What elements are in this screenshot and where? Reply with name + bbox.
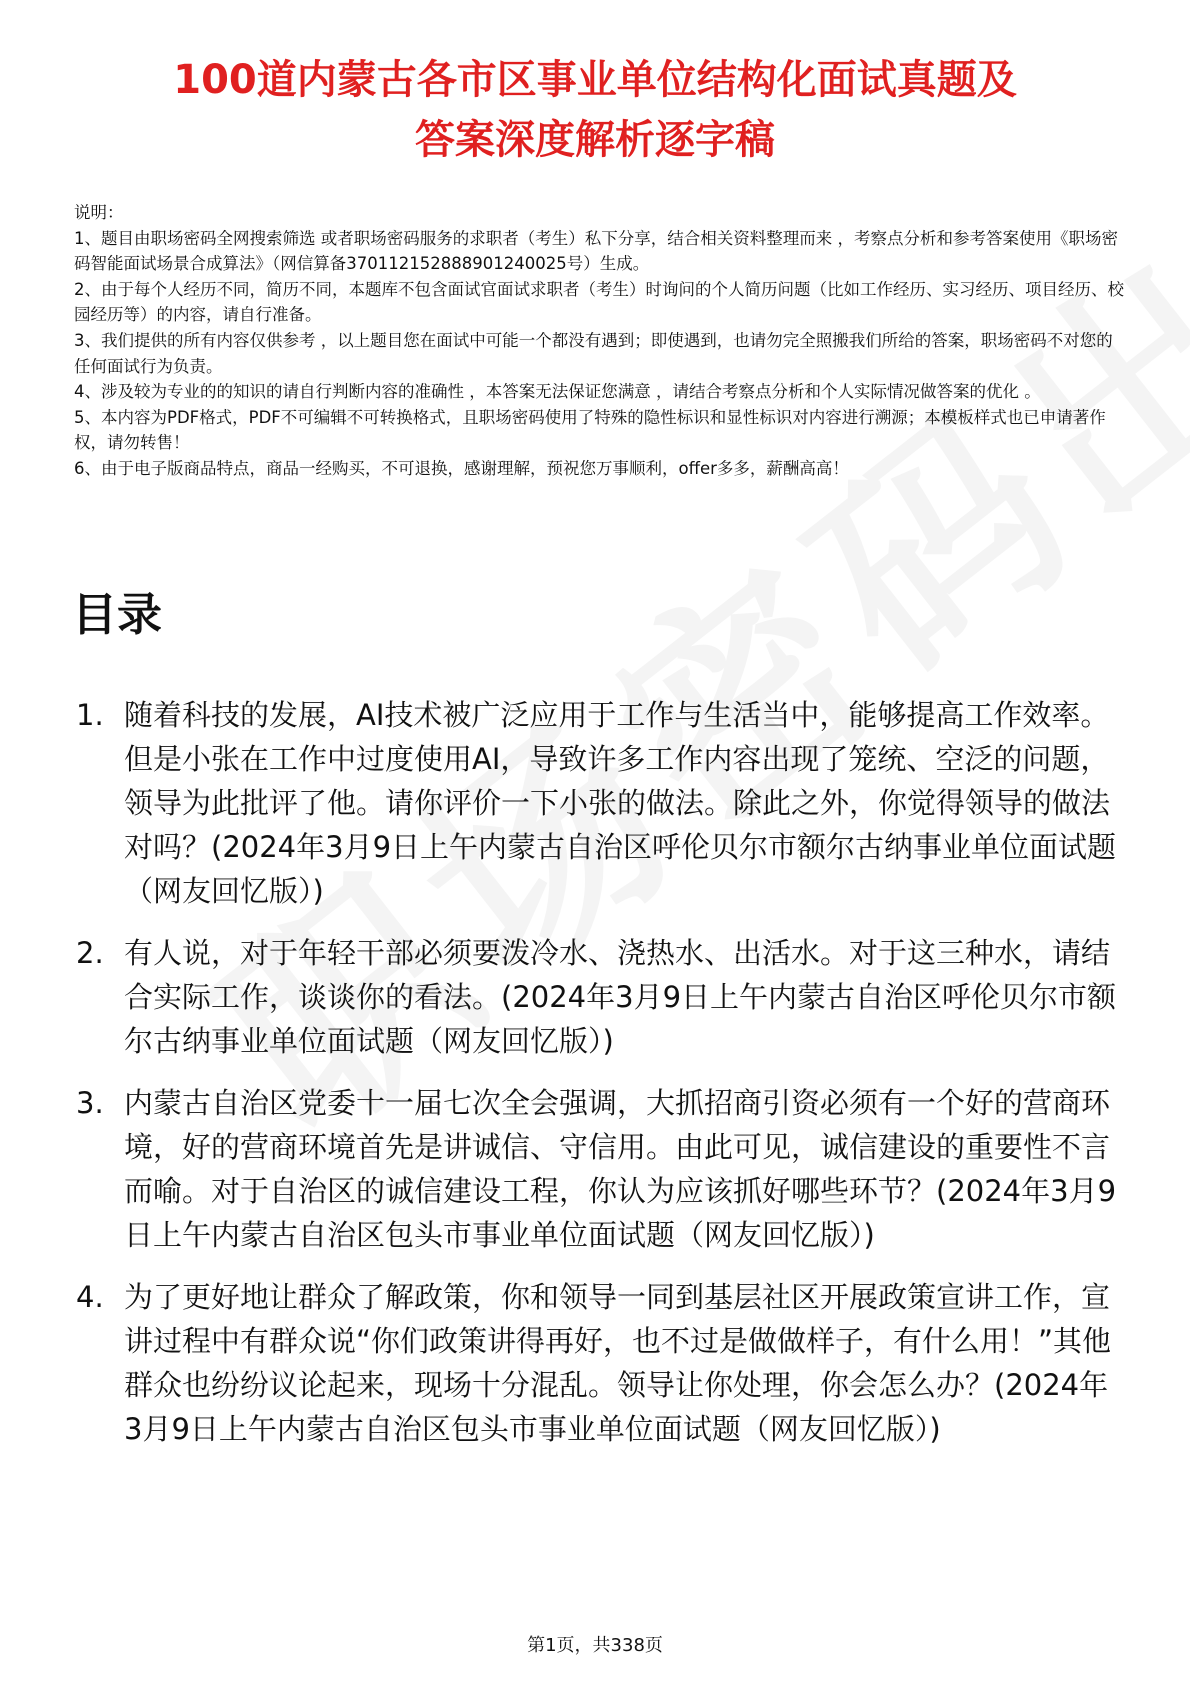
title-line-2: 答案深度解析逐字稿 xyxy=(415,117,775,163)
toc-item-number: 4. xyxy=(76,1280,104,1314)
toc-list xyxy=(76,693,1126,1469)
notes-section xyxy=(74,200,1124,482)
note-item: 2、由于每个人经历不同，简历不同，本题库不包含面试官面试求职者（考生）时询问的个人简历问题（比如工作经历、实习经历、项目经历、校园经历等）的内容，请自行准备。 xyxy=(74,279,1124,325)
note-item: 3、我们提供的所有内容仅供参考 ，以上题目您在面试中可能一个都没有遇到；即使遇到，也请勿完全照搬我们所给的答案，职场密码不对您的任何面试行为负责。 xyxy=(74,330,1113,376)
notes-heading: 说明： xyxy=(74,203,124,222)
toc-item[interactable] xyxy=(76,931,1126,1063)
document-title xyxy=(60,50,1130,170)
note-item: 1、题目由职场密码全网搜索筛选 或者职场密码服务的求职者（考生）私下分享，结合相关资料整理而来 ，考察点分析和参考答案使用《职场密码智能面试场景合成算法》（网信算备370112152888901240025号）生成。 xyxy=(74,228,1118,274)
toc-item[interactable] xyxy=(76,1081,1126,1257)
note-item: 5、本内容为PDF格式，PDF不可编辑不可转换格式，且职场密码使用了特殊的隐性标识和显性标识对内容进行溯源；本模板样式也已申请著作权，请勿转售！ xyxy=(74,407,1106,453)
toc-item-text: 内蒙古自治区党委十一届七次全会强调，大抓招商引资必须有一个好的营商环境，好的营商环境首先是讲诚信、守信用。由此可见，诚信建设的重要性不言而喻。对于自治区的诚信建设工程，你认为应该抓好哪些环节？(2024年3月9日上午内蒙古自治区包头市事业单位面试题（网友回忆版）) xyxy=(124,1086,1117,1252)
note-item: 6、由于电子版商品特点，商品一经购买，不可退换，感谢理解，预祝您万事顺利，offer多多，薪酬高高！ xyxy=(74,458,849,478)
toc-item-number: 2. xyxy=(76,936,104,970)
toc-item-number: 3. xyxy=(76,1086,104,1120)
page-footer: 第1页，共338页 xyxy=(527,1635,663,1656)
toc-item-text: 为了更好地让群众了解政策，你和领导一同到基层社区开展政策宣讲工作，宣讲过程中有群众说“你们政策讲得再好，也不过是做做样子，有什么用！”其他群众也纷纷议论起来，现场十分混乱。领导让你处理，你会怎么办？(2024年3月9日上午内蒙古自治区包头市事业单位面试题（网友回忆版）) xyxy=(124,1280,1112,1446)
toc-item[interactable] xyxy=(76,693,1126,913)
toc-item-text: 随着科技的发展，AI技术被广泛应用于工作与生活当中，能够提高工作效率。但是小张在工作中过度使用AI，导致许多工作内容出现了笼统、空泛的问题，领导为此批评了他。请你评价一下小张的做法。除此之外，你觉得领导的做法对吗？(2024年3月9日上午内蒙古自治区呼伦贝尔市额尔古纳事业单位面试题（网友回忆版）) xyxy=(124,698,1117,908)
toc-heading: 目录 xyxy=(72,588,163,641)
toc-item[interactable] xyxy=(76,1275,1126,1451)
toc-item-text: 有人说，对于年轻干部必须要泼冷水、浇热水、出活水。对于这三种水，请结合实际工作，谈谈你的看法。(2024年3月9日上午内蒙古自治区呼伦贝尔市额尔古纳事业单位面试题（网友回忆版）) xyxy=(124,936,1117,1058)
toc-item-number: 1. xyxy=(76,698,104,732)
note-item: 4、涉及较为专业的的知识的请自行判断内容的准确性 ，本答案无法保证您满意 ，请结合考察点分析和个人实际情况做答案的优化 。 xyxy=(74,382,1041,402)
title-line-1: 100道内蒙古各市区事业单位结构化面试真题及 xyxy=(173,57,1017,103)
